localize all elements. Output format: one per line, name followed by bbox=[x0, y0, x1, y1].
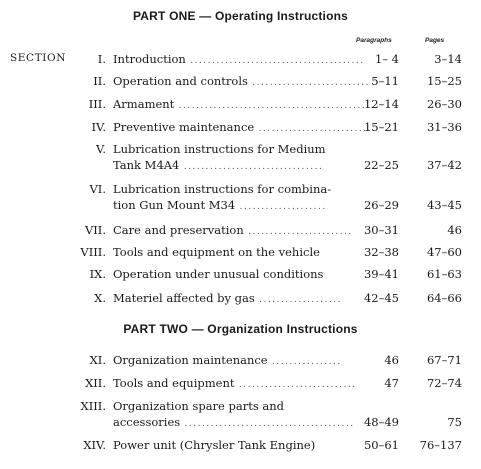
pages-value: 46 bbox=[447, 223, 462, 237]
section-number: XI. bbox=[89, 353, 106, 367]
section-title-line: Tank M4A4 ................................ bbox=[113, 158, 324, 172]
part-two-heading: PART TWO — Organization Instructions bbox=[123, 322, 358, 336]
section-title-line: tion Gun Mount M34 .................... bbox=[113, 198, 327, 212]
section-title-line: accessories ....................................... bbox=[113, 415, 355, 429]
paragraphs-value: 46 bbox=[384, 353, 399, 367]
section-number: II. bbox=[93, 74, 106, 88]
section-title bbox=[113, 352, 349, 370]
leader-dots: ................................ bbox=[179, 162, 324, 172]
section-title bbox=[113, 437, 349, 453]
section-title-line: Introduction ........................................ bbox=[113, 52, 365, 66]
leader-dots: ........................... bbox=[254, 124, 377, 134]
section-title bbox=[113, 141, 349, 175]
leader-dots: ....................................... bbox=[180, 419, 355, 429]
paragraphs-value: 42–45 bbox=[363, 291, 399, 305]
pages-value: 43–45 bbox=[426, 198, 462, 212]
paragraphs-value: 32–38 bbox=[363, 245, 399, 259]
section-title-line: Armament ............................................. bbox=[113, 97, 375, 111]
pages-value: 15–25 bbox=[426, 74, 462, 88]
pages-value: 47–60 bbox=[426, 245, 462, 259]
pages-value: 37–42 bbox=[426, 158, 462, 172]
leader-dots: ................... bbox=[254, 295, 342, 305]
leader-dots: ........................ bbox=[243, 227, 353, 237]
section-number: IV. bbox=[91, 120, 106, 134]
paragraphs-value: 5–11 bbox=[371, 74, 399, 88]
leader-dots: ................ bbox=[267, 357, 342, 367]
section-number: VIII. bbox=[80, 245, 106, 259]
leader-dots: ........................... bbox=[234, 380, 357, 390]
section-title bbox=[113, 375, 357, 393]
pages-value: 26–30 bbox=[426, 97, 462, 111]
section-title-line: Organization maintenance ................ bbox=[113, 353, 342, 367]
section-title-line: Preventive maintenance ........................... bbox=[113, 120, 377, 134]
section-label: SECTION bbox=[10, 52, 67, 64]
paragraphs-value: 47 bbox=[384, 376, 399, 390]
pages-value: 67–71 bbox=[426, 353, 462, 367]
section-number: XIV. bbox=[83, 438, 106, 452]
section-title-line: Tools and equipment on the vehicle bbox=[113, 245, 320, 259]
paragraphs-value: 26–29 bbox=[363, 198, 399, 212]
pages-column-header: Pages bbox=[425, 37, 445, 44]
pages-value: 72–74 bbox=[426, 376, 462, 390]
pages-value: 31–36 bbox=[426, 120, 462, 134]
section-title-line: Operation under unusual conditions bbox=[113, 267, 324, 281]
section-title-line: Operation and controls ........................... bbox=[113, 74, 371, 88]
paragraphs-value: 48–49 bbox=[363, 415, 399, 429]
section-number: VI. bbox=[89, 182, 106, 196]
pages-value: 64–66 bbox=[426, 291, 462, 305]
section-number: VII. bbox=[84, 223, 106, 237]
paragraphs-value: 22–25 bbox=[363, 158, 399, 172]
part-one-heading: PART ONE — Operating Instructions bbox=[132, 9, 349, 23]
section-number: XIII. bbox=[80, 399, 106, 413]
paragraphs-value: 50–61 bbox=[363, 438, 399, 452]
section-title-line: Care and preservation ........................ bbox=[113, 223, 353, 237]
paragraphs-value: 30–31 bbox=[363, 223, 399, 237]
section-number: V. bbox=[96, 142, 106, 156]
leader-dots: .................... bbox=[235, 202, 327, 212]
leader-dots: ........................................ bbox=[185, 56, 365, 66]
section-number: III. bbox=[88, 97, 106, 111]
leader-dots: ........................... bbox=[247, 78, 371, 88]
section-title bbox=[113, 73, 371, 91]
section-title-line: Power unit (Chrysler Tank Engine) bbox=[113, 438, 316, 452]
section-number: I. bbox=[97, 52, 106, 66]
section-title bbox=[113, 290, 349, 308]
pages-value: 75 bbox=[447, 415, 462, 429]
pages-value: 76–137 bbox=[419, 438, 462, 452]
section-title-line: Organization spare parts and bbox=[113, 399, 285, 413]
pages-value: 61–63 bbox=[426, 267, 462, 281]
section-title bbox=[113, 51, 365, 69]
section-title-line: Lubrication instructions for Medium bbox=[113, 142, 326, 156]
section-title bbox=[113, 398, 355, 432]
paragraphs-value: 1– 4 bbox=[374, 52, 399, 66]
section-title bbox=[113, 244, 349, 260]
section-title bbox=[113, 266, 349, 282]
section-title bbox=[113, 96, 375, 114]
section-title-line: Tools and equipment ........................... bbox=[113, 376, 357, 390]
section-number: XII. bbox=[85, 376, 106, 390]
section-title bbox=[113, 222, 353, 240]
paragraphs-value: 12–14 bbox=[363, 97, 399, 111]
paragraphs-column-header: Paragraphs bbox=[356, 37, 392, 44]
section-title-line: Materiel affected by gas ................... bbox=[113, 291, 342, 305]
section-number: X. bbox=[94, 291, 106, 305]
section-title-line: Lubrication instructions for combina- bbox=[113, 182, 332, 196]
pages-value: 3–14 bbox=[434, 52, 462, 66]
paragraphs-value: 39–41 bbox=[363, 267, 399, 281]
paragraphs-value: 15–21 bbox=[363, 120, 399, 134]
section-number: IX. bbox=[89, 267, 106, 281]
section-title bbox=[113, 181, 349, 215]
leader-dots: ............................................. bbox=[174, 101, 375, 111]
section-title bbox=[113, 119, 377, 137]
